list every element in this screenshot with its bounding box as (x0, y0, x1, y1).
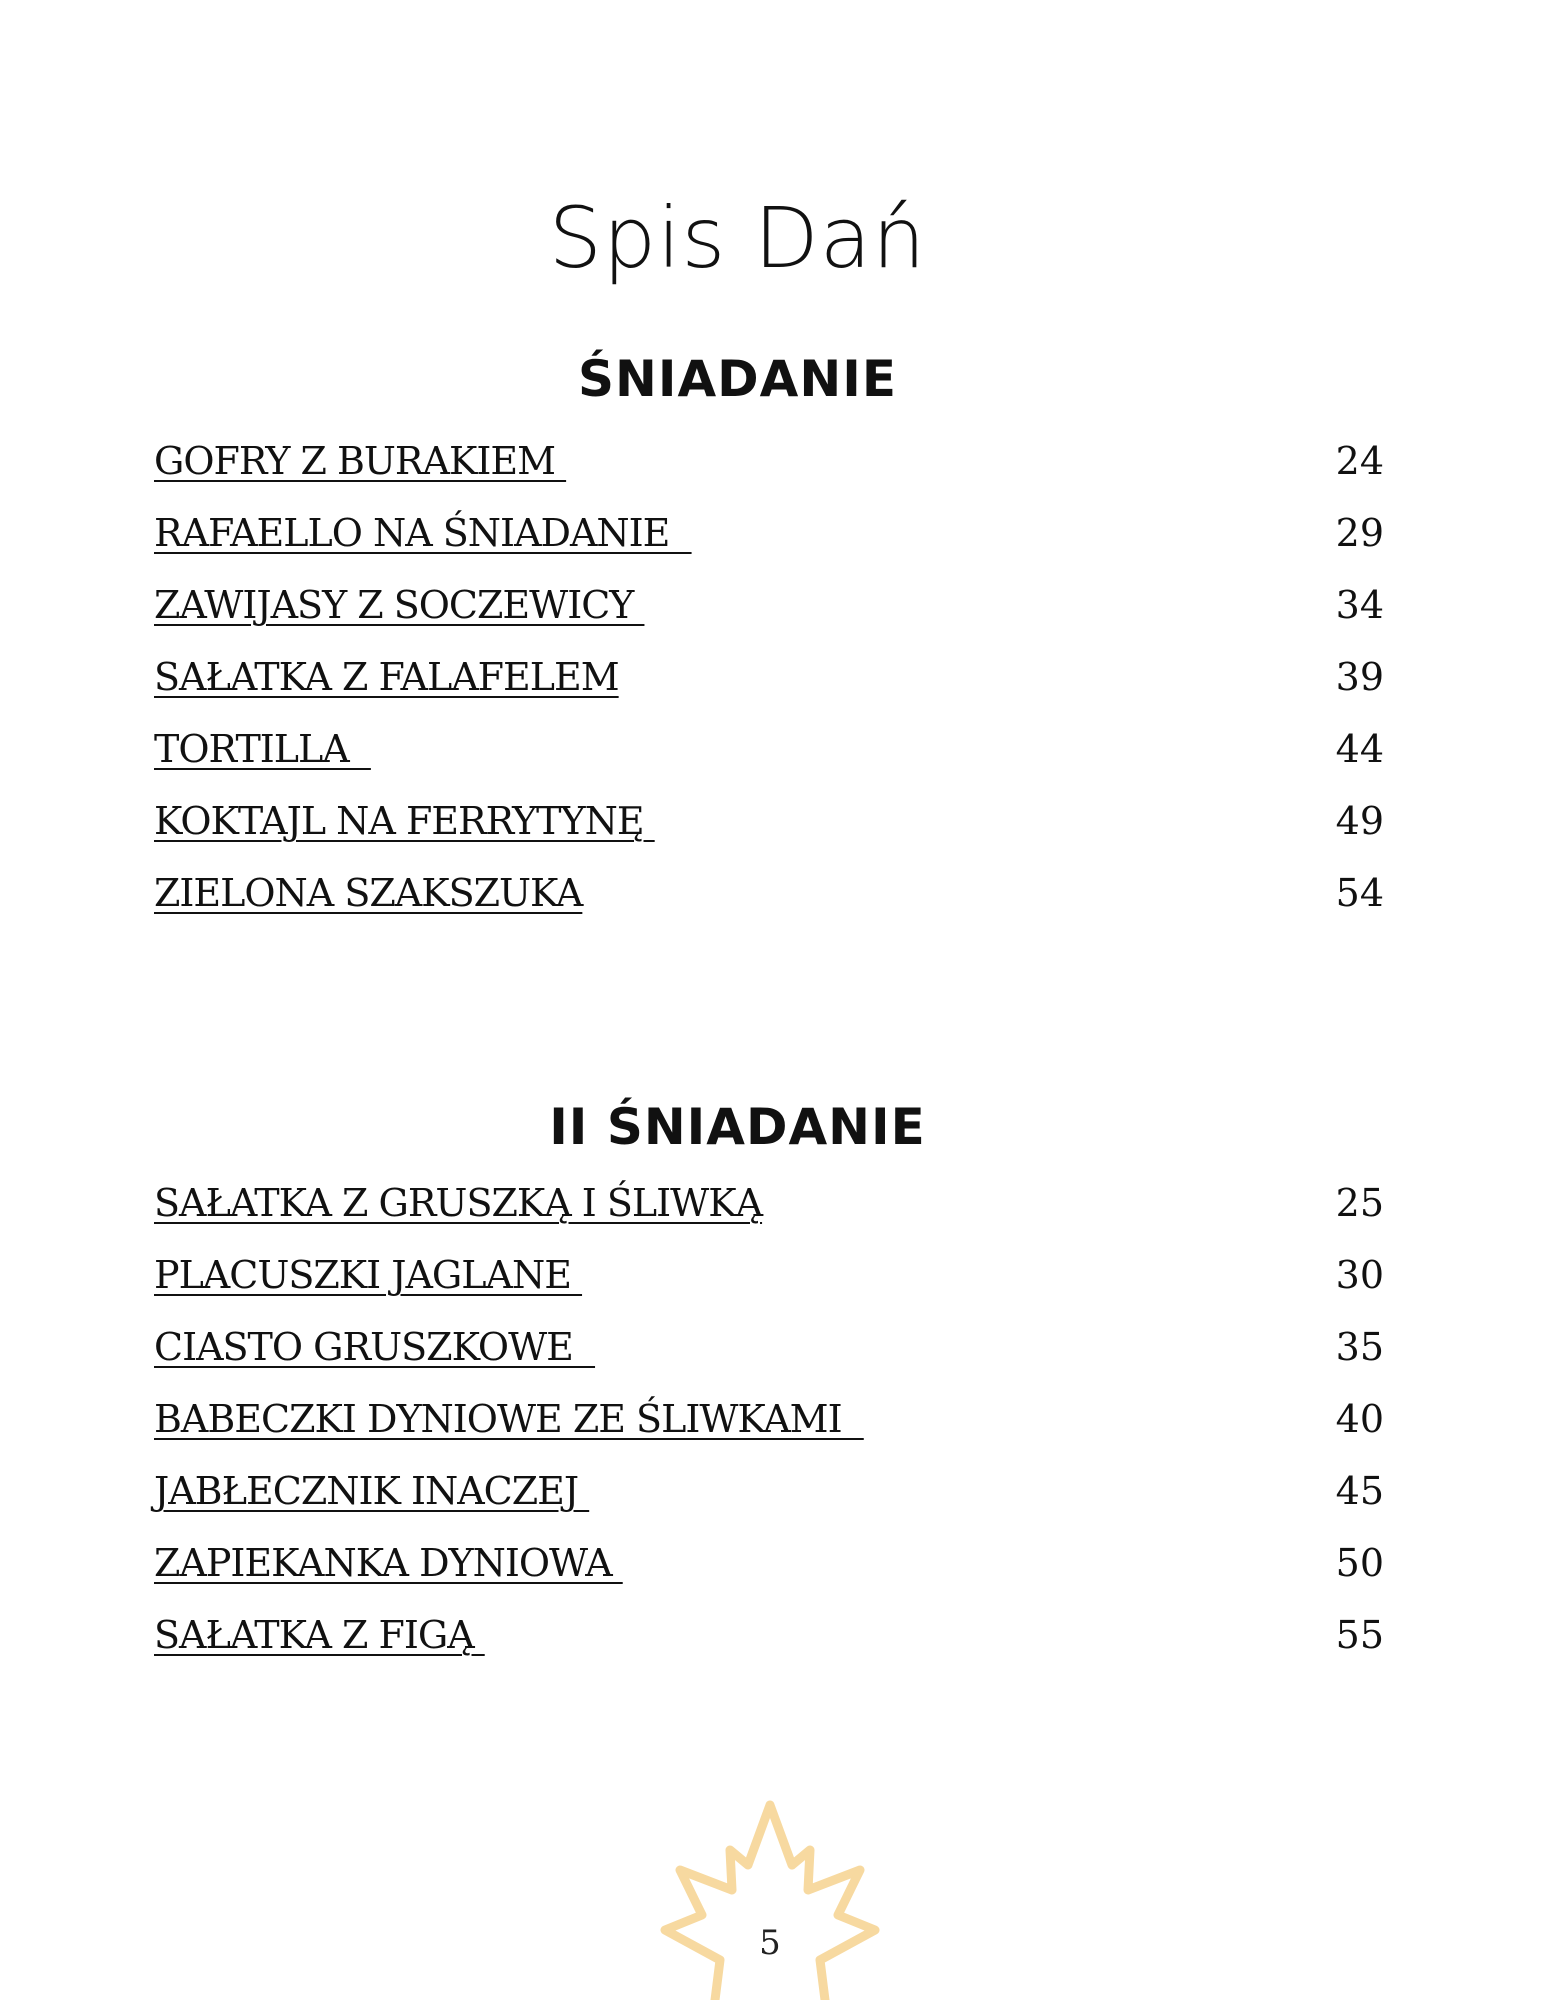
toc-entry-page: 35 (1335, 1325, 1384, 1369)
toc-entry-title[interactable]: ZIELONA SZAKSZUKA (154, 871, 583, 915)
toc-entry-title[interactable]: RAFAELLO NA ŚNIADANIE (154, 511, 692, 555)
toc-entry[interactable] (154, 785, 1384, 857)
toc-entry-page: 24 (1335, 439, 1384, 483)
toc-entry[interactable] (154, 1527, 1384, 1599)
toc-entry-page: 45 (1335, 1469, 1384, 1513)
toc-entry[interactable] (154, 1599, 1384, 1671)
toc-entry[interactable] (154, 713, 1384, 785)
toc-entry[interactable] (154, 1311, 1384, 1383)
toc-entry-title[interactable]: TORTILLA (154, 727, 371, 771)
toc-entry-page: 25 (1335, 1181, 1384, 1225)
toc-list-sniadanie (154, 425, 1384, 929)
toc-entry-page: 39 (1335, 655, 1384, 699)
toc-entry-title[interactable]: JABŁECZNIK INACZEJ (154, 1469, 590, 1513)
toc-entry-title[interactable]: KOKTAJL NA FERRYTYNĘ (154, 799, 655, 843)
toc-entry-title[interactable]: GOFRY Z BURAKIEM (154, 439, 567, 483)
toc-entry-title[interactable]: ZAPIEKANKA DYNIOWA (154, 1541, 623, 1585)
footer-decoration (660, 1795, 880, 2000)
toc-entry[interactable] (154, 641, 1384, 713)
toc-entry-page: 50 (1335, 1541, 1384, 1585)
toc-entry-page: 55 (1335, 1613, 1384, 1657)
maple-leaf-icon (660, 1795, 880, 2000)
toc-entry[interactable] (154, 497, 1384, 569)
toc-entry-title[interactable]: ZAWIJASY Z SOCZEWICY (154, 583, 645, 627)
toc-entry-page: 49 (1335, 799, 1384, 843)
toc-entry[interactable] (154, 1167, 1384, 1239)
toc-entry-title[interactable]: SAŁATKA Z FALAFELEM (154, 655, 619, 699)
toc-entry[interactable] (154, 425, 1384, 497)
toc-entry-title[interactable]: BABECZKI DYNIOWE ZE ŚLIWKAMI (154, 1397, 864, 1441)
section-heading-ii-sniadanie: II ŚNIADANIE (549, 1097, 926, 1156)
toc-entry[interactable] (154, 1239, 1384, 1311)
toc-entry-page: 29 (1335, 511, 1384, 555)
toc-entry-page: 40 (1335, 1397, 1384, 1441)
toc-entry[interactable] (154, 1455, 1384, 1527)
toc-entry-page: 30 (1335, 1253, 1384, 1297)
page-title: Spis Dań (548, 189, 927, 288)
toc-entry-title[interactable]: SAŁATKA Z FIGĄ (154, 1613, 485, 1657)
toc-entry-page: 54 (1335, 871, 1384, 915)
toc-entry-title[interactable]: CIASTO GRUSZKOWE (154, 1325, 596, 1369)
toc-entry-title[interactable]: PLACUSZKI JAGLANE (154, 1253, 583, 1297)
toc-entry-page: 44 (1335, 727, 1384, 771)
toc-entry-title[interactable]: SAŁATKA Z GRUSZKĄ I ŚLIWKĄ (154, 1181, 763, 1225)
toc-entry[interactable] (154, 1383, 1384, 1455)
toc-entry-page: 34 (1335, 583, 1384, 627)
toc-entry[interactable] (154, 569, 1384, 641)
toc-entry[interactable] (154, 857, 1384, 929)
section-heading-sniadanie: ŚNIADANIE (578, 349, 897, 408)
page-number: 5 (759, 1923, 781, 1963)
toc-list-ii-sniadanie (154, 1167, 1384, 1671)
